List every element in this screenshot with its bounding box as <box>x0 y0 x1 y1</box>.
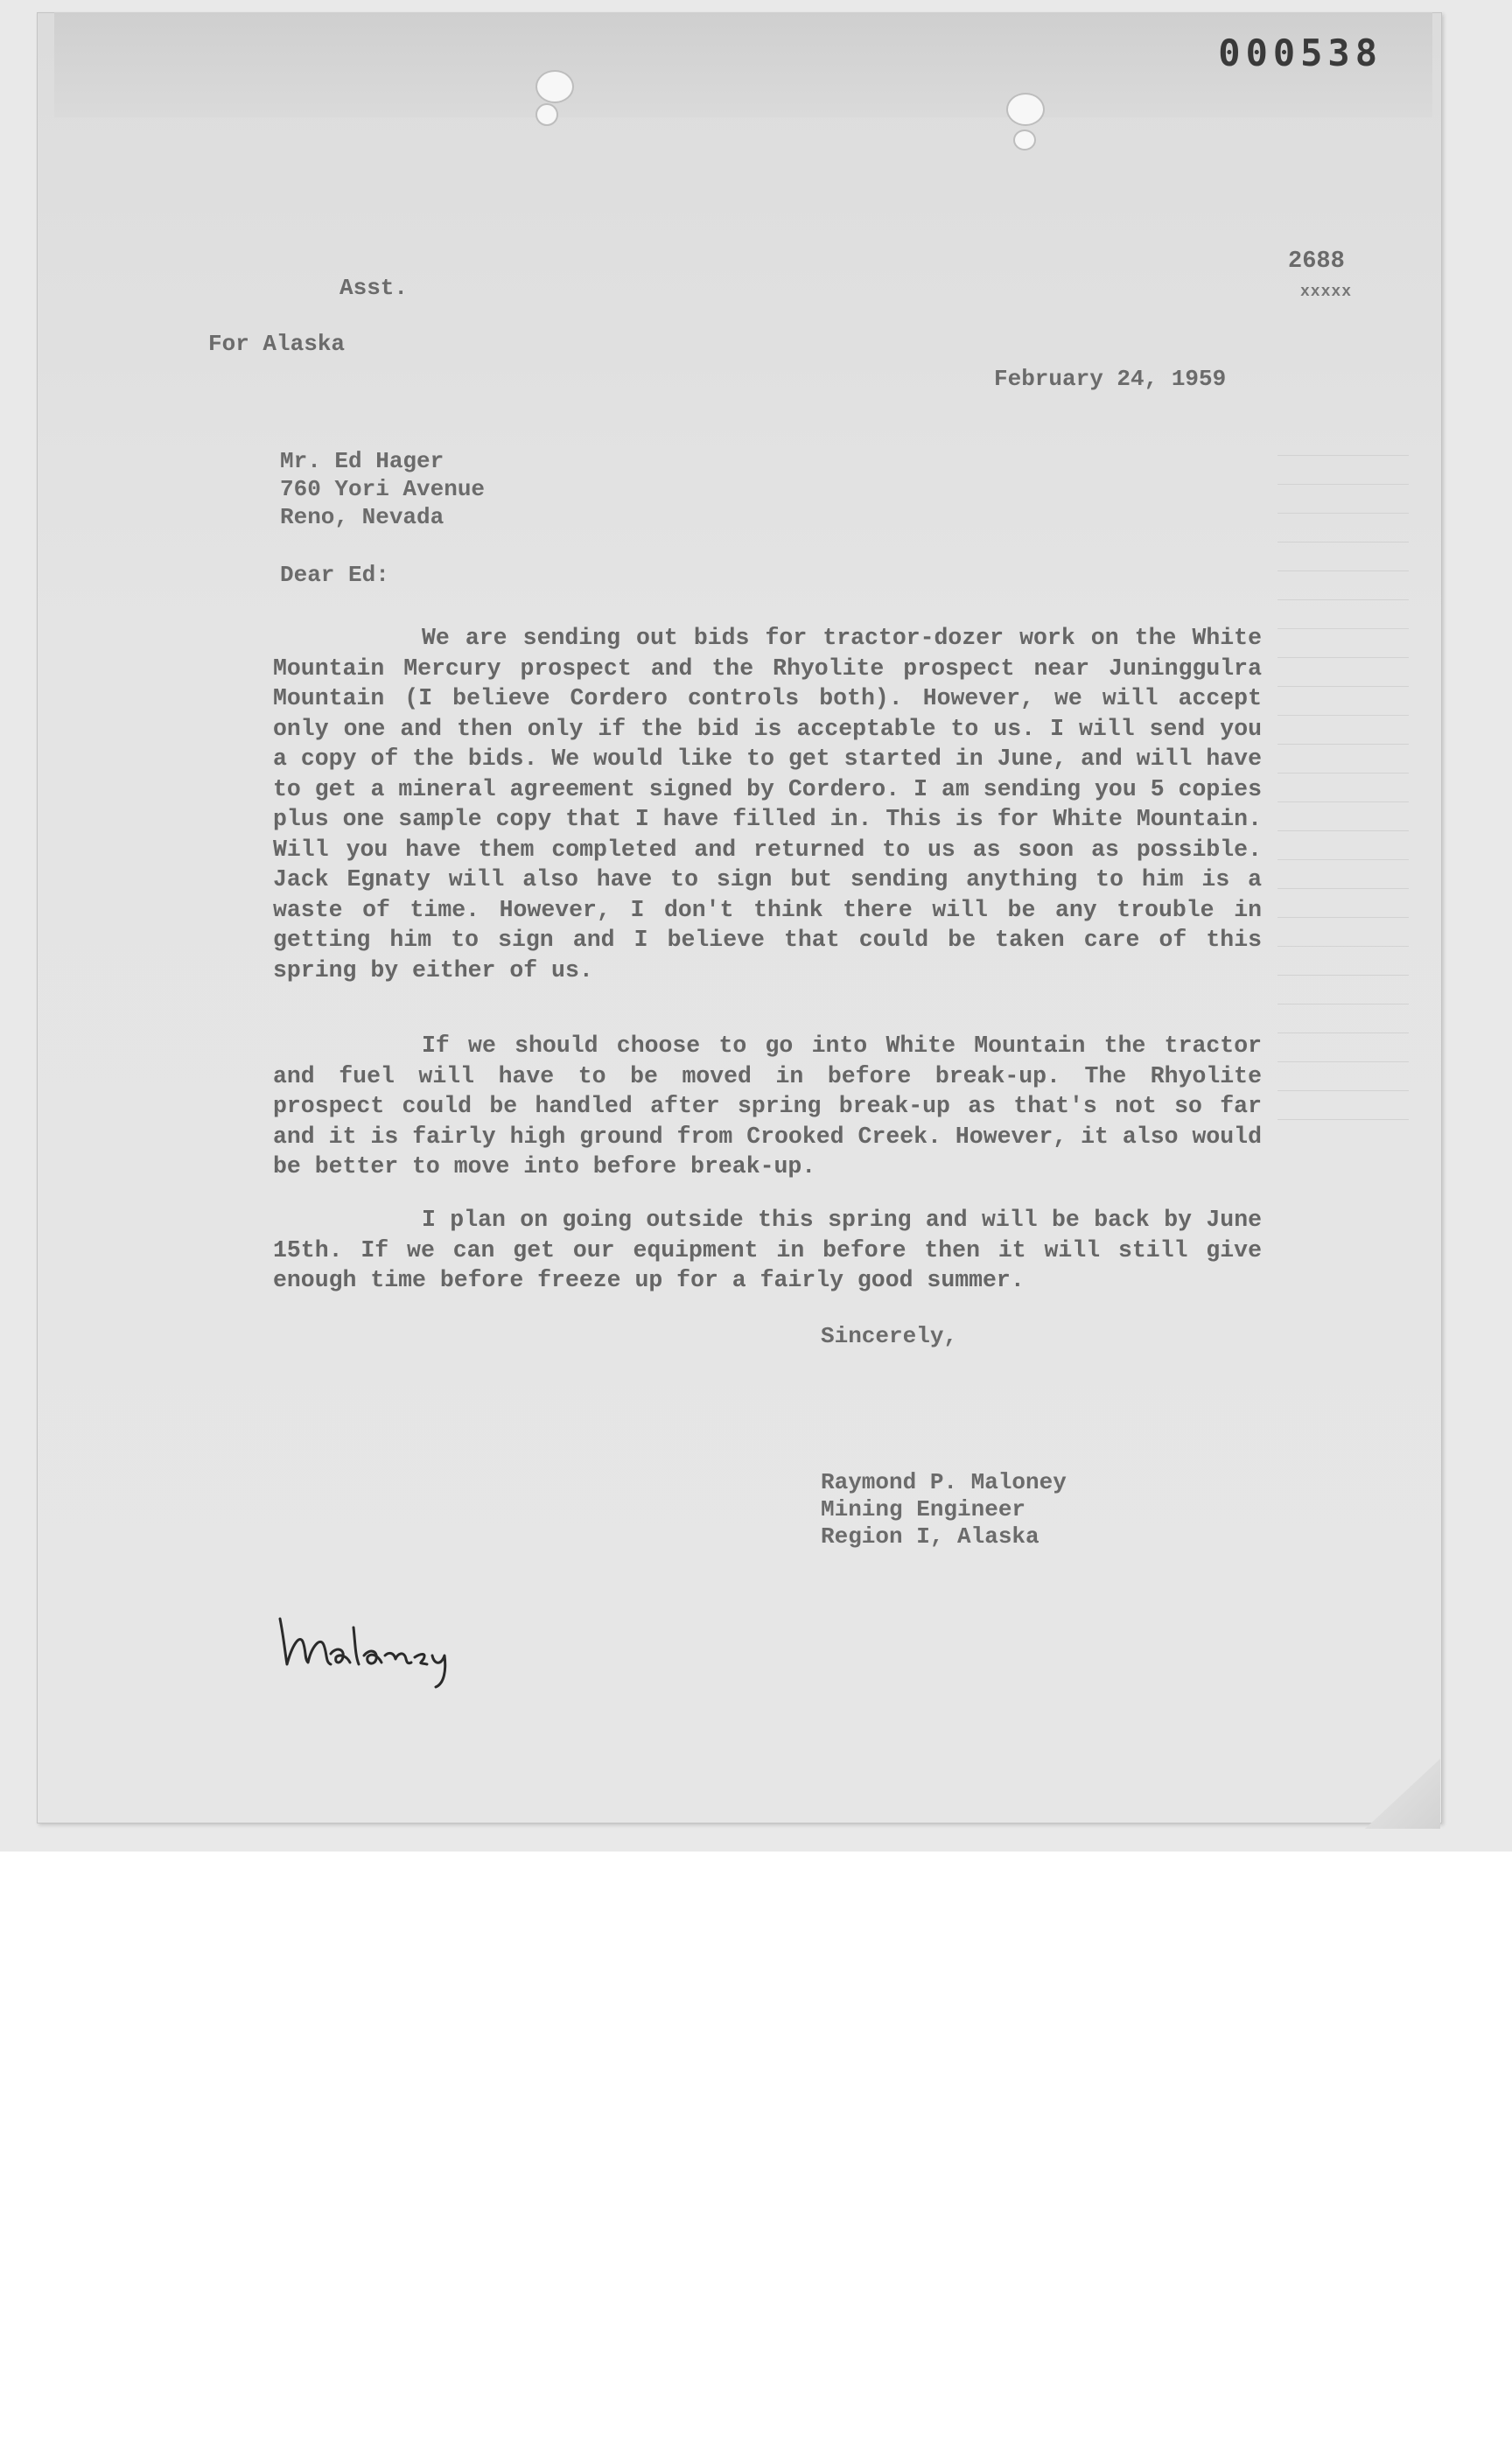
punch-hole-right <box>1006 93 1045 126</box>
routing-note: For Alaska <box>208 331 346 357</box>
signer-region: Region I, Alaska <box>821 1523 1040 1550</box>
letter-date: February 24, 1959 <box>994 366 1227 392</box>
page-number: 000538 <box>1218 32 1382 74</box>
file-code: 2688 <box>1288 248 1345 275</box>
asst-note: Asst. <box>340 275 409 301</box>
file-mark: xxxxx <box>1300 284 1353 301</box>
punch-hole-left <box>536 70 574 103</box>
signature-block <box>821 1467 1067 1549</box>
punch-hole-right-lower <box>1013 130 1036 150</box>
body-paragraph-1: We are sending out bids for tractor-dozer work on the White Mountain Mercury prospect and the Rhyolite prospect near Juninggulra Mountain (I believe Cordero controls both). However, we will accept only one and then only if the bid is acceptable to us. I will send you a copy of the bids. We would like to get started in June, and will have to get a mineral agreement signed by Cordero. I am sending you 5 copies plus one sample copy that I have filled in. This is for White Mountain. Will you have them completed and returned to us as soon as possible. Jack Egnaty will also have to sign but sending anything to him is a waste of time. However, I don't think there will be any trouble in getting him to sign and I believe that could be taken care of this spring by either of us. <box>273 625 1262 984</box>
recipient-street: 760 Yori Avenue <box>280 476 486 502</box>
recipient-name: Mr. Ed Hager <box>280 448 444 474</box>
signer-name: Raymond P. Maloney <box>821 1469 1067 1495</box>
salutation: Dear Ed: <box>280 562 389 588</box>
recipient-city: Reno, Nevada <box>280 504 444 530</box>
body-paragraph-3: I plan on going outside this spring and will be back by June 15th. If we can get our equipment in before then it will still give enough time before freeze up for a fairly good summer. <box>273 1207 1262 1293</box>
recipient-address <box>280 446 485 530</box>
closing: Sincerely, <box>821 1323 958 1349</box>
signer-title: Mining Engineer <box>821 1496 1026 1522</box>
body-paragraph-2: If we should choose to go into White Mountain the tractor and fuel will have to be moved in before break-up. The Rhyolite prospect could be handled after spring break-up as that's not so far and it is fairly high ground from Crooked Creek. However, it also would be better to move into before break-up. <box>273 1032 1262 1180</box>
bleed-through-lines <box>1278 455 1409 1242</box>
punch-hole-left-lower <box>536 103 558 126</box>
handwritten-signature <box>273 1601 483 1698</box>
